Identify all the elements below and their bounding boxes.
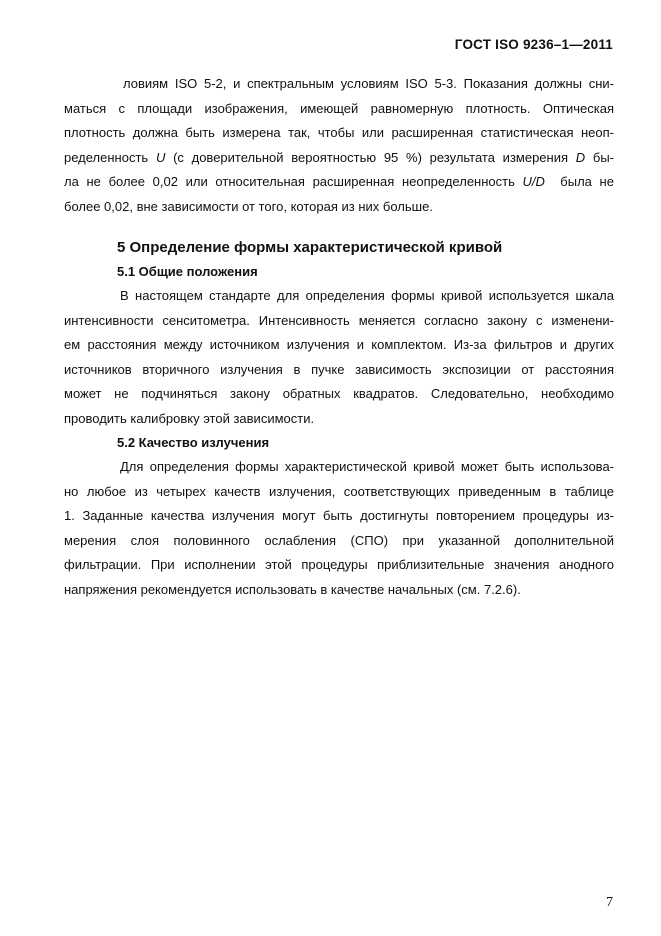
text-line: но любое из четырех качеств излучения, соответствующих приведенным в таблице (64, 483, 614, 499)
text-fragment: ределенность (64, 149, 149, 165)
text-line: 1. Заданные качества излучения могут быть достигнуты повторением процедуры из- (64, 508, 614, 523)
section-heading: 5 Определение формы характеристической кривой (117, 239, 503, 256)
text-line (64, 170, 614, 195)
text-line: Для определения формы характеристической кривой может быть использова- (120, 459, 614, 474)
text-fragment: была не (560, 174, 614, 189)
text-line (64, 146, 614, 171)
text-line: ловиям ISO 5-2, и спектральным условиям ISO 5-3. Показания должны сни- (123, 76, 614, 91)
text-line: плотность должна быть измерена так, чтобы или расширенная статистическая неоп- (64, 125, 614, 140)
text-line: напряжения рекомендуется использовать в качестве начальных (см. 7.2.6). (64, 581, 521, 597)
text-line: интенсивности сенситометра. Интенсивность меняется согласно закону с изменени- (64, 312, 614, 328)
page-number: 7 (606, 895, 613, 910)
subsection-heading: 5.1 Общие положения (117, 264, 258, 279)
intro-paragraph (64, 72, 614, 219)
text-line: мерения слоя половинного ослабления (СПО) при указанной дополнительной (64, 532, 614, 548)
text-line: маться с площади изображения, имеющей равномерную плотность. Оптическая (64, 100, 614, 116)
subsection-heading: 5.2 Качество излучения (117, 435, 270, 450)
text-line: более 0,02, вне зависимости от того, которая из них больше. (64, 198, 433, 214)
text-fragment: ла не более 0,02 или относительная расширенная неопределенность (64, 174, 515, 189)
symbol-d: D (575, 149, 586, 165)
text-fragment: (с доверительной вероятностью 95 %) результата измерения (173, 149, 569, 165)
text-line: проводить калибровку этой зависимости. (64, 410, 315, 426)
text-line: источников вторичного излучения в пучке зависимость экспозиции от расстояния (64, 361, 614, 377)
symbol-u-over-d: U/D (522, 174, 545, 189)
paragraph-5-2 (64, 455, 614, 602)
text-fragment: бы- (592, 149, 614, 165)
document-header: ГОСТ ISO 9236–1—2011 (454, 37, 613, 52)
page-body (64, 72, 614, 602)
text-line: фильтрации. При исполнении этой процедуры приблизительные значения анодного (64, 557, 614, 572)
symbol-u: U (155, 149, 166, 165)
paragraph-5-1 (64, 284, 614, 431)
text-line: В настоящем стандарте для определения формы кривой используется шкала (120, 288, 614, 303)
text-line: может не подчиняться закону обратных квадратов. Следовательно, необходимо (64, 386, 614, 401)
text-line: ем расстояния между источником излучения и комплектом. Из-за фильтров и других (64, 337, 614, 352)
